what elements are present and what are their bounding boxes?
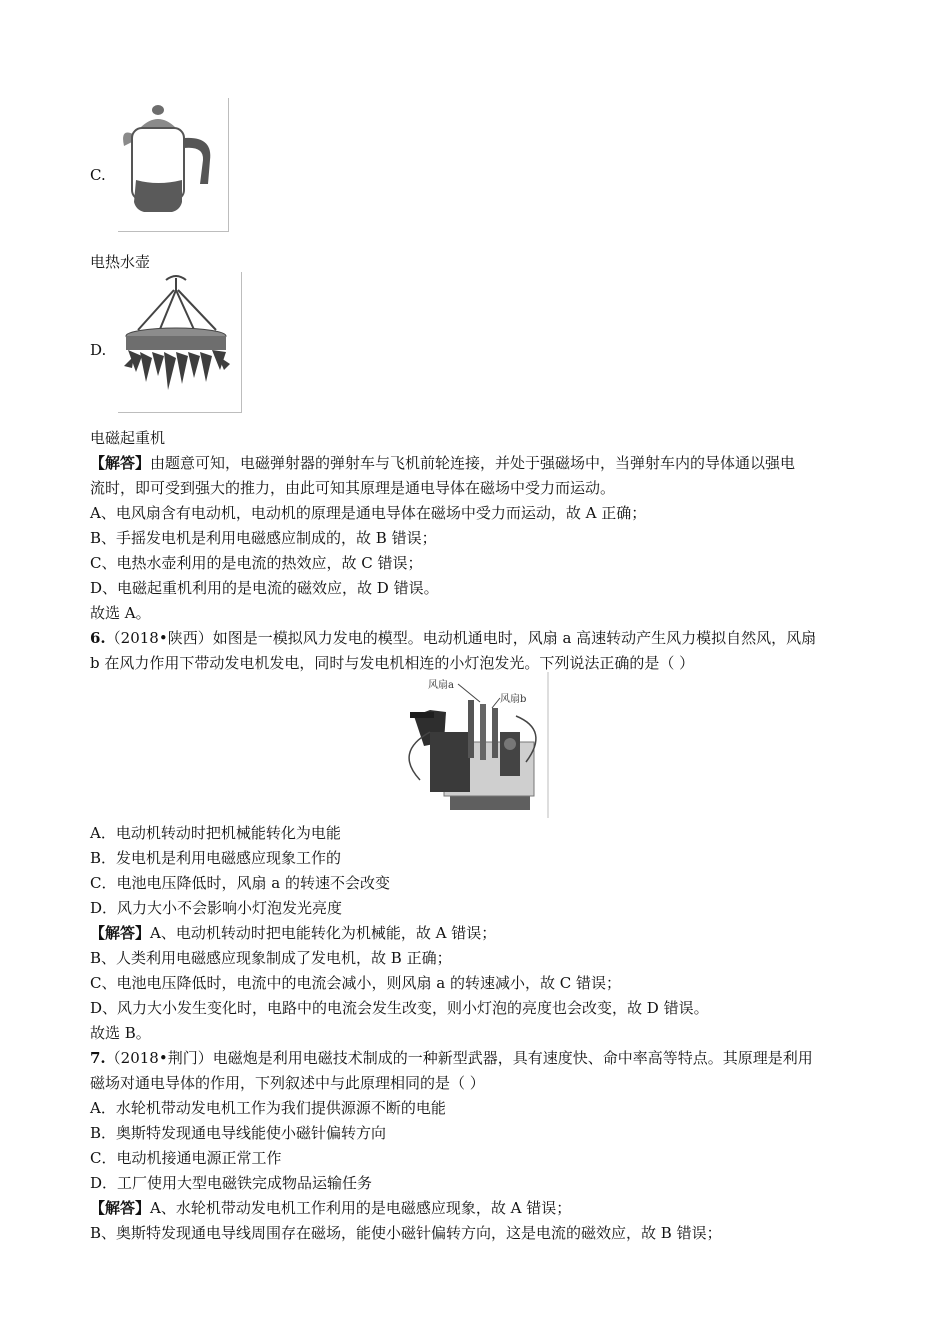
q6-option-d: D．风力大小不会影响小灯泡发光亮度: [90, 899, 343, 917]
question-number: 6.: [90, 629, 106, 647]
wind-power-model-image: [400, 672, 550, 819]
q6-answer-line-5: 故选 B。: [90, 1024, 151, 1042]
electromagnetic-crane-image: [118, 272, 242, 413]
q7-stem-line-1: 7.（2018•荆门）电磁炮是利用电磁技术制成的一种新型武器，具有速度快、命中率高等特点。其原理是利用: [90, 1049, 813, 1067]
fan-b-label: 风扇b: [500, 694, 527, 705]
answer-tag: 【解答】: [90, 454, 151, 472]
answer-tag: 【解答】: [90, 924, 151, 942]
q7-stem-line-2: 磁场对通电导体的作用，下列叙述中与此原理相同的是（ ）: [90, 1074, 485, 1092]
answer-tag: 【解答】: [90, 1199, 151, 1217]
q6-answer-line-1: 【解答】A、电动机转动时把电能转化为机械能，故 A 错误；: [90, 924, 497, 942]
q6-option-c: C．电池电压降低时，风扇 a 的转速不会改变: [90, 874, 390, 892]
option-d-letter: D.: [90, 341, 107, 359]
q7-answer-line-2: B、奥斯特发现通电导线周围存在磁场，能使小磁针偏转方向，这是电流的磁效应，故 B 错误；: [90, 1224, 722, 1242]
q5-answer-line-7: 故选 A。: [90, 604, 151, 622]
question-number: 7.: [90, 1049, 106, 1067]
q7-answer-line-1: 【解答】A、水轮机带动发电机工作利用的是电磁感应现象，故 A 错误；: [90, 1199, 572, 1217]
q6-option-a: A．电动机转动时把机械能转化为电能: [90, 824, 341, 842]
q5-answer-line-4: B、手摇发电机是利用电磁感应制成的，故 B 错误；: [90, 529, 437, 547]
q6-option-b: B．发电机是利用电磁感应现象工作的: [90, 849, 342, 867]
q7-option-a: A．水轮机带动发电机工作为我们提供源源不断的电能: [90, 1099, 446, 1117]
q6-stem-line-1: 6.（2018•陕西）如图是一模拟风力发电的模型。电动机通电时，风扇 a 高速转动产生风力模拟自然风，风扇: [90, 629, 817, 647]
q5-answer-line-1: 【解答】由题意可知，电磁弹射器的弹射车与飞机前轮连接，并处于强磁场中，当弹射车内的导体通以强电: [90, 454, 796, 472]
q6-answer-line-2: B、人类利用电磁感应现象制成了发电机，故 B 正确；: [90, 949, 452, 967]
q6-stem-line-2: b 在风力作用下带动发电机发电，同时与发电机相连的小灯泡发光。下列说法正确的是（ ）: [90, 654, 695, 672]
fan-a-label: 风扇a: [428, 680, 454, 691]
q5-answer-line-6: D、电磁起重机利用的是电流的磁效应，故 D 错误。: [90, 579, 439, 597]
option-c-letter: C.: [90, 166, 106, 184]
q5-answer-line-3: A、电风扇含有电动机，电动机的原理是通电导体在磁场中受力而运动，故 A 正确；: [90, 504, 647, 522]
q7-option-d: D．工厂使用大型电磁铁完成物品运输任务: [90, 1174, 373, 1192]
option-c-caption: 电热水壶: [90, 253, 151, 271]
option-d-caption: 电磁起重机: [90, 429, 166, 447]
q7-option-c: C．电动机接通电源正常工作: [90, 1149, 282, 1167]
q5-answer-line-2: 流时，即可受到强大的推力，由此可知其原理是通电导体在磁场中受力而运动。: [90, 479, 616, 497]
q7-option-b: B．奥斯特发现通电导线能使小磁针偏转方向: [90, 1124, 387, 1142]
q6-answer-line-4: D、风力大小发生变化时，电路中的电流会发生改变，则小灯泡的亮度也会改变，故 D 错误。: [90, 999, 709, 1017]
q5-answer-line-5: C、电热水壶利用的是电流的热效应，故 C 错误；: [90, 554, 423, 572]
q6-answer-line-3: C、电池电压降低时，电流中的电流会减小，则风扇 a 的转速减小，故 C 错误；: [90, 974, 621, 992]
kettle-image: [118, 98, 229, 232]
